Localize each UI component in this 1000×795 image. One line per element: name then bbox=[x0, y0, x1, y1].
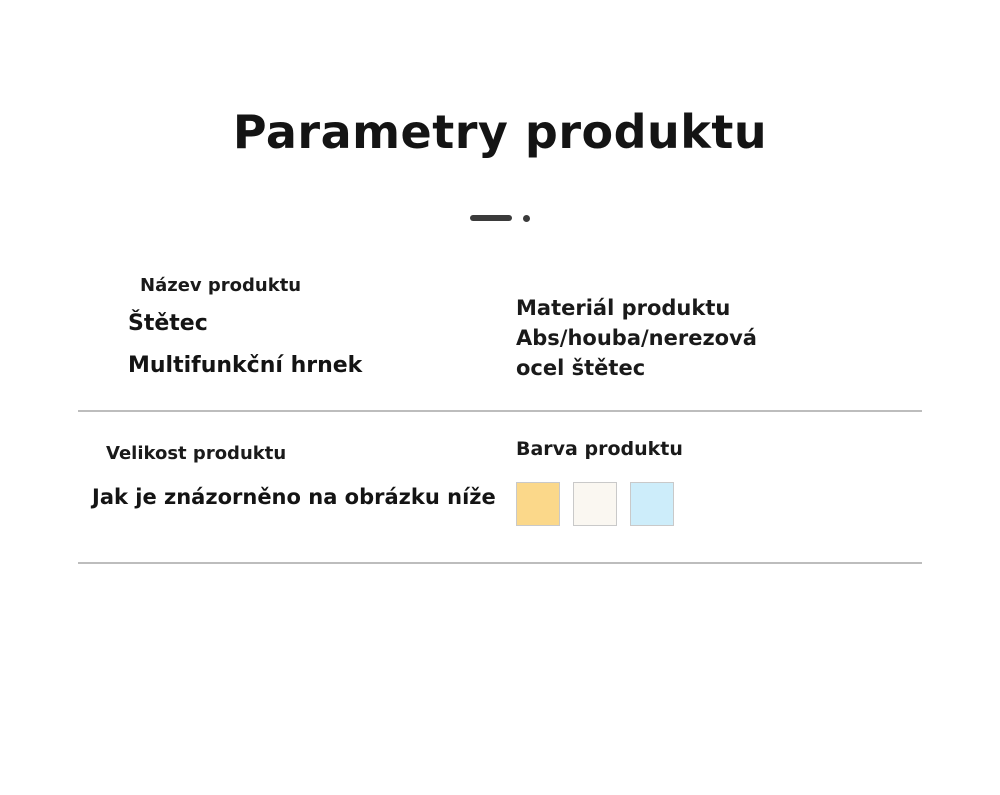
product-material-value-line2: ocel štětec bbox=[516, 355, 646, 380]
color-swatch-yellow[interactable] bbox=[516, 482, 560, 526]
color-swatch-list bbox=[516, 482, 922, 526]
title-decoration bbox=[0, 212, 1000, 224]
decoration-bar-icon bbox=[470, 215, 512, 221]
color-swatch-cream[interactable] bbox=[573, 482, 617, 526]
spec-cell-product-material bbox=[498, 270, 922, 383]
spec-cell-product-size bbox=[78, 412, 498, 513]
product-material-block bbox=[516, 294, 922, 383]
product-color-block bbox=[516, 438, 922, 526]
product-name-label: Název produktu bbox=[140, 275, 302, 297]
product-color-label: Barva produktu bbox=[516, 438, 683, 461]
spec-cell-product-color bbox=[498, 412, 922, 526]
spec-divider-bottom bbox=[78, 562, 922, 564]
spec-row-name-material bbox=[78, 270, 922, 410]
product-name-value-line1: Štětec bbox=[128, 311, 208, 337]
product-material-label: Materiál produktu bbox=[516, 296, 731, 321]
product-material-value-line1: Abs/houba/nerezová bbox=[516, 326, 757, 350]
page-title: Parametry produktu bbox=[232, 105, 768, 159]
spec-cell-product-name bbox=[78, 270, 498, 382]
spec-table bbox=[0, 270, 1000, 564]
color-swatch-blue[interactable] bbox=[630, 482, 674, 526]
spec-row-size-color bbox=[78, 412, 922, 562]
product-size-label: Velikost produktu bbox=[106, 443, 287, 465]
product-size-value: Jak je znázorněno na obrázku níže bbox=[92, 485, 496, 510]
product-name-value-line2: Multifunkční hrnek bbox=[128, 353, 363, 379]
decoration-dot-icon bbox=[523, 215, 530, 222]
